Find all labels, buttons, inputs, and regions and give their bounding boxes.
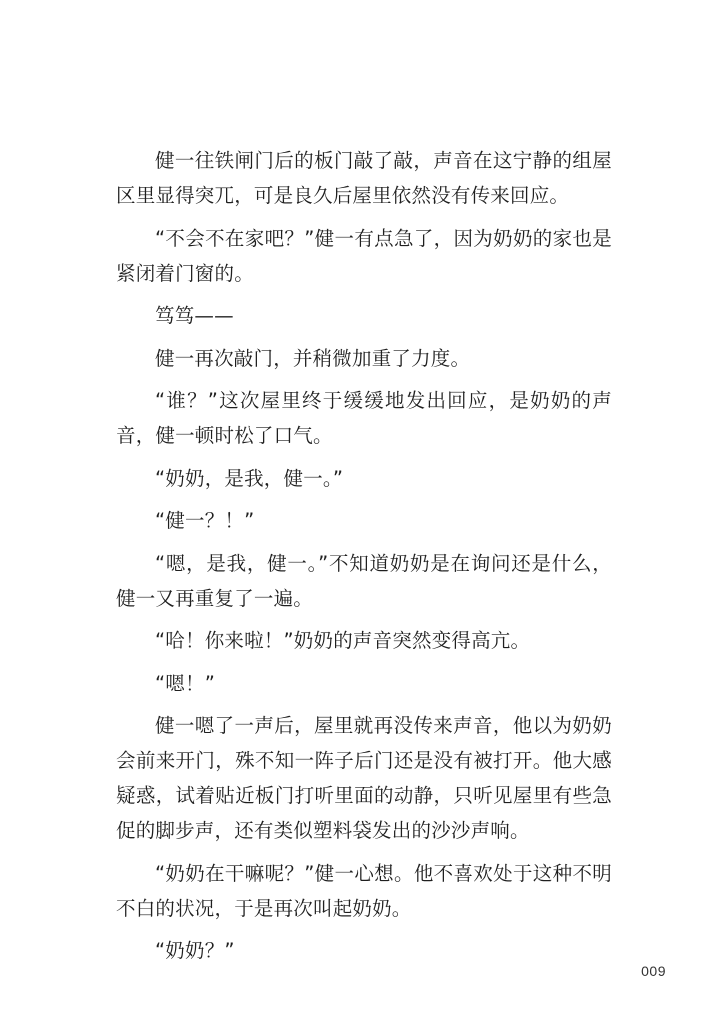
paragraph: “奶奶？” xyxy=(155,939,235,962)
body-text xyxy=(116,143,612,976)
page-number: 009 xyxy=(641,963,666,979)
paragraph: 健一往铁闸门后的板门敲了敲，声音在这宁静的组屋区里显得突兀，可是良久后屋里依然没有传来回应。 xyxy=(116,149,612,207)
paragraph: “谁？”这次屋里终于缓缓地发出回应，是奶奶的声音，健一顿时松了口气。 xyxy=(116,389,612,447)
paragraph: “嗯！” xyxy=(155,671,216,695)
paragraph: “哈！你来啦！”奶奶的声音突然变得高亢。 xyxy=(155,629,531,652)
paragraph: “奶奶，是我，健一。” xyxy=(155,466,344,490)
paragraph: 笃笃—— xyxy=(155,304,234,327)
paragraph: 健一再次敲门，并稍微加重了力度。 xyxy=(155,346,471,370)
paragraph: “不会不在家吧？”健一有点急了，因为奶奶的家也是紧闭着门窗的。 xyxy=(116,226,612,285)
paragraph: “嗯，是我，健一。”不知道奶奶是在询问还是什么，健一又再重复了一遍。 xyxy=(116,551,612,610)
paragraph: “健一？！” xyxy=(155,509,255,532)
paragraph: “奶奶在干嘛呢？”健一心想。他不喜欢处于这种不明不白的状况，于是再次叫起奶奶。 xyxy=(116,861,612,920)
paragraph: 健一嗯了一声后，屋里就再没传来声音，他以为奶奶会前来开门，殊不知一阵子后门还是没有被打开。他大感疑惑，试着贴近板门打听里面的动静，只听见屋里有些急促的脚步声，还有类似塑料袋发出的沙沙声响。 xyxy=(116,714,612,842)
